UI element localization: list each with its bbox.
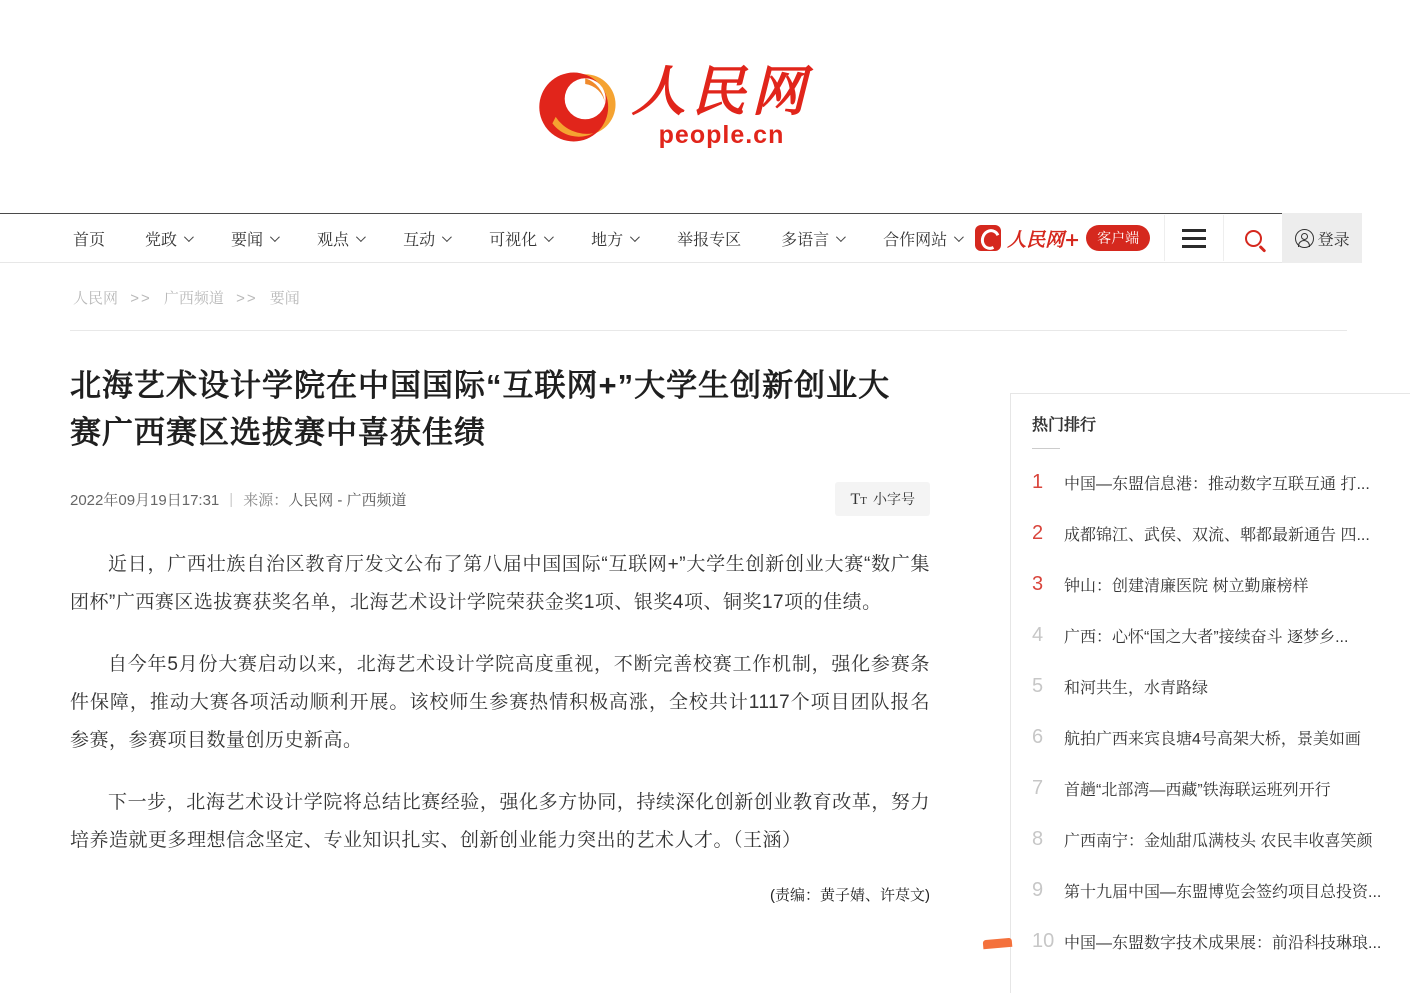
article-paragraph: 下一步，北海艺术设计学院将总结比赛经验，强化多方协同，持续深化创新创业教育改革，努力培养造就更多理想信念坚定、专业知识扎实、创新创业能力突出的艺术人才。（王涵） bbox=[70, 792, 930, 851]
nav-item-label: 党政 bbox=[145, 231, 178, 249]
title-underline bbox=[1032, 448, 1060, 449]
article bbox=[70, 362, 930, 905]
nav-item-partner-sites[interactable] bbox=[883, 227, 961, 250]
rank-headline: 钟山：创建清廉医院 树立勤廉榜样 bbox=[1064, 578, 1309, 595]
rank-headline: 和河共生，水青路绿 bbox=[1064, 680, 1209, 697]
breadcrumb-separator: >> bbox=[130, 290, 152, 307]
editor-credit: (责编：黄子婧、许荩文) bbox=[770, 887, 930, 904]
rank-item-8[interactable] bbox=[1032, 814, 1410, 865]
breadcrumb-separator: >> bbox=[236, 290, 258, 307]
article-paragraph: 近日，广西壮族自治区教育厅发文公布了第八届中国国际“互联网+”大学生创新创业大赛“数广集团杯”广西赛区选拔赛获奖名单，北海艺术设计学院荣获金奖1项、银奖4项、铜奖17项的佳绩。 bbox=[70, 554, 930, 613]
rank-headline: 第十九届中国—东盟博览会签约项目总投资... bbox=[1064, 884, 1382, 901]
site-header bbox=[0, 0, 1347, 213]
login-label: 登录 bbox=[1317, 231, 1350, 249]
article-title: 北海艺术设计学院在中国国际“互联网+”大学生创新创业大赛广西赛区选拔赛中喜获佳绩 bbox=[70, 368, 891, 450]
breadcrumb bbox=[0, 263, 1347, 330]
nav-item-label: 地方 bbox=[591, 231, 624, 249]
rank-number: 3 bbox=[1032, 573, 1044, 595]
publish-date: 2022年09月19日17:31 bbox=[70, 491, 220, 509]
people-cn-logo-icon bbox=[536, 66, 618, 148]
nav-item-visualization[interactable] bbox=[489, 227, 551, 250]
search-icon bbox=[1245, 230, 1262, 247]
rank-number: 5 bbox=[1032, 675, 1044, 697]
hamburger-icon bbox=[1182, 245, 1206, 248]
rank-headline: 广西南宁：金灿甜瓜满枝头 农民丰收喜笑颜 bbox=[1064, 833, 1373, 850]
app-client-pill: 客户端 bbox=[1086, 225, 1150, 251]
hot-ranking-list bbox=[1032, 457, 1410, 967]
font-size-button[interactable] bbox=[835, 482, 930, 516]
nav-item-multilingual[interactable] bbox=[781, 227, 843, 250]
rank-item-10[interactable] bbox=[1032, 916, 1410, 967]
rank-headline: 广西：心怀“国之大者”接续奋斗 逐梦乡... bbox=[1064, 629, 1349, 646]
nav-item-label: 可视化 bbox=[489, 231, 538, 249]
user-icon bbox=[1295, 229, 1314, 248]
article-meta bbox=[70, 482, 930, 516]
people-cn-logo[interactable] bbox=[536, 58, 812, 151]
cutoff-graphic-sliver bbox=[983, 938, 1013, 949]
nav-right-tools bbox=[961, 214, 1362, 262]
rank-number: 10 bbox=[1032, 930, 1055, 952]
chevron-down-icon bbox=[270, 232, 280, 242]
hot-ranking-title: 热门排行 bbox=[1032, 417, 1097, 434]
rank-number: 4 bbox=[1032, 624, 1044, 646]
hamburger-icon bbox=[1182, 229, 1206, 232]
nav-item-local[interactable] bbox=[591, 227, 637, 250]
rank-item-5[interactable] bbox=[1032, 661, 1410, 712]
rank-headline: 航拍广西来宾良塘4号高架大桥，景美如画 bbox=[1064, 731, 1361, 748]
rank-number: 2 bbox=[1032, 522, 1044, 544]
article-paragraph: 自今年5月份大赛启动以来，北海艺术设计学院高度重视，不断完善校赛工作机制，强化参赛条件保障，推动大赛各项活动顺利开展。该校师生参赛热情积极高涨，全校共计1117个项目团队报名参赛，参赛项目数量创历史新高。 bbox=[70, 654, 930, 751]
source-link[interactable]: 人民网 - 广西频道 bbox=[288, 491, 407, 509]
rank-item-7[interactable] bbox=[1032, 763, 1410, 814]
nav-item-top-news[interactable] bbox=[231, 227, 277, 250]
rank-item-6[interactable] bbox=[1032, 712, 1410, 763]
rank-item-2[interactable] bbox=[1032, 508, 1410, 559]
font-size-label: 小字号 bbox=[873, 491, 915, 507]
content-divider bbox=[70, 330, 1347, 331]
chevron-down-icon bbox=[356, 232, 366, 242]
breadcrumb-section[interactable]: 要闻 bbox=[269, 290, 300, 307]
nav-item-party-politics[interactable] bbox=[145, 227, 191, 250]
chevron-down-icon bbox=[442, 232, 452, 242]
logo-cn-label: 人民网 bbox=[631, 58, 812, 123]
nav-item-label: 举报专区 bbox=[677, 231, 742, 249]
nav-item-label: 要闻 bbox=[231, 231, 264, 249]
nav-item-label: 多语言 bbox=[781, 231, 830, 249]
nav-item-label: 首页 bbox=[73, 231, 106, 249]
nav-item-opinions[interactable] bbox=[317, 227, 363, 250]
nav-item-interaction[interactable] bbox=[403, 227, 449, 250]
rank-item-3[interactable] bbox=[1032, 559, 1410, 610]
nav-item-label: 观点 bbox=[317, 231, 350, 249]
nav-item-report-zone[interactable] bbox=[677, 227, 741, 250]
rank-headline: 成都锦江、武侯、双流、郫都最新通告 四... bbox=[1064, 527, 1370, 544]
rank-number: 6 bbox=[1032, 726, 1044, 748]
rank-number: 7 bbox=[1032, 777, 1044, 799]
search-button[interactable] bbox=[1224, 230, 1282, 247]
nav-item-home[interactable] bbox=[73, 227, 105, 250]
hamburger-icon bbox=[1182, 237, 1206, 240]
people-plus-brand-label: 人民网+ bbox=[1007, 228, 1081, 251]
logo-text bbox=[631, 58, 812, 151]
rank-number: 9 bbox=[1032, 879, 1044, 901]
rank-number: 8 bbox=[1032, 828, 1044, 850]
people-plus-app-badge[interactable] bbox=[961, 225, 1164, 252]
logo-en-label: people.cn bbox=[658, 121, 785, 150]
rank-headline: 中国—东盟数字技术成果展：前沿科技琳琅... bbox=[1064, 935, 1382, 952]
chevron-down-icon bbox=[630, 232, 640, 242]
rank-headline: 首趟“北部湾—西藏”铁海联运班列开行 bbox=[1064, 782, 1331, 799]
breadcrumb-channel[interactable]: 广西频道 bbox=[163, 290, 224, 307]
rank-item-4[interactable] bbox=[1032, 610, 1410, 661]
chevron-down-icon bbox=[544, 232, 554, 242]
font-size-icon: TT bbox=[850, 491, 867, 508]
rank-item-1[interactable] bbox=[1032, 457, 1410, 508]
menu-button[interactable] bbox=[1165, 229, 1223, 248]
chevron-down-icon bbox=[836, 232, 846, 242]
article-body bbox=[70, 546, 930, 860]
hot-ranking-panel bbox=[1010, 393, 1410, 993]
rank-headline: 中国—东盟信息港：推动数字互联互通 打... bbox=[1064, 476, 1370, 493]
rank-number: 1 bbox=[1032, 471, 1044, 493]
nav-item-label: 互动 bbox=[403, 231, 436, 249]
nav-item-label: 合作网站 bbox=[883, 231, 948, 249]
login-button[interactable] bbox=[1282, 213, 1362, 263]
rank-item-9[interactable] bbox=[1032, 865, 1410, 916]
source-label: 来源： bbox=[243, 491, 289, 509]
people-plus-app-icon bbox=[975, 225, 1001, 251]
main-navbar bbox=[0, 213, 1350, 263]
nav-items bbox=[73, 227, 961, 250]
chevron-down-icon bbox=[184, 232, 194, 242]
breadcrumb-site[interactable]: 人民网 bbox=[73, 290, 119, 307]
meta-divider: | bbox=[229, 490, 234, 508]
